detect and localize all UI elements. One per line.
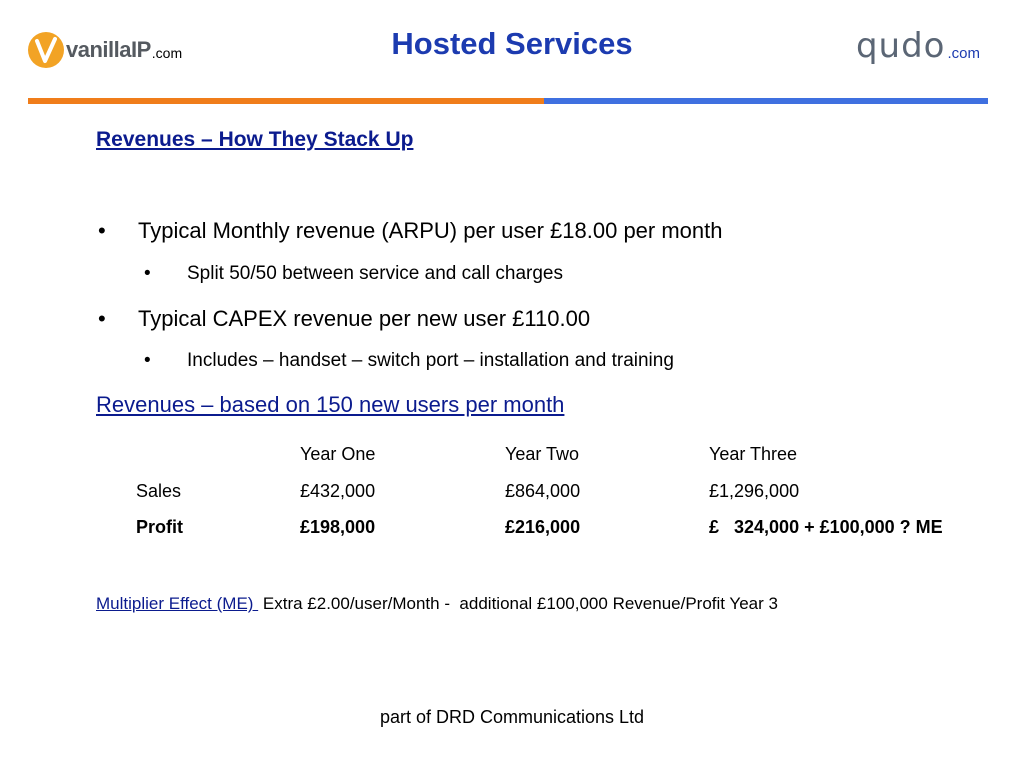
footer-text: part of DRD Communications Ltd <box>379 707 645 727</box>
bullet-item <box>98 306 590 332</box>
vanillaip-dotcom: .com <box>151 45 183 61</box>
bullet-icon: • <box>98 306 106 331</box>
sales-year-two: £864,000 <box>505 481 581 501</box>
column-header-year-three: Year Three <box>709 444 798 464</box>
sales-year-one: £432,000 <box>300 481 376 501</box>
sub-bullet-item <box>144 350 674 372</box>
revenue-subheading: Revenues – based on 150 new users per month <box>96 392 565 417</box>
vanillaip-brand-text: vanillaIP <box>66 37 151 62</box>
sub-bullet-text: Includes – handset – switch port – installation and training <box>187 350 674 371</box>
bullet-text: Typical Monthly revenue (ARPU) per user £18.00 per month <box>138 218 723 243</box>
qudo-logo <box>855 26 980 70</box>
header-rule-orange <box>28 98 544 104</box>
column-header-year-one: Year One <box>300 444 376 464</box>
profit-year-two: £216,000 <box>505 517 581 537</box>
multiplier-effect-label: Multiplier Effect (ME) <box>96 594 259 613</box>
bullet-icon: • <box>144 350 151 371</box>
bullet-text: Typical CAPEX revenue per new user £110.00 <box>138 306 591 331</box>
multiplier-effect-text: Extra £2.00/user/Month - additional £100,000 Revenue/Profit Year 3 <box>258 594 778 613</box>
qudo-dotcom: .com <box>947 44 980 62</box>
column-header-year-two: Year Two <box>505 444 580 464</box>
profit-year-three: £ 324,000 + £100,000 ? ME <box>709 517 943 537</box>
profit-year-one: £198,000 <box>300 517 376 537</box>
page-title: Hosted Services <box>391 26 633 61</box>
sub-bullet-item <box>144 263 563 285</box>
section-heading: Revenues – How They Stack Up <box>96 128 414 151</box>
sub-bullet-text: Split 50/50 between service and call charges <box>187 263 564 284</box>
bullet-icon: • <box>98 218 106 243</box>
row-label-sales: Sales <box>136 481 182 501</box>
qudo-brand-text: qudo <box>855 26 946 66</box>
row-label-profit: Profit <box>136 517 183 537</box>
multiplier-effect-note <box>96 594 778 614</box>
bullet-icon: • <box>144 263 151 284</box>
header-rule-blue <box>544 98 988 104</box>
sales-year-three: £1,296,000 <box>709 481 800 501</box>
bullet-item <box>98 218 723 244</box>
